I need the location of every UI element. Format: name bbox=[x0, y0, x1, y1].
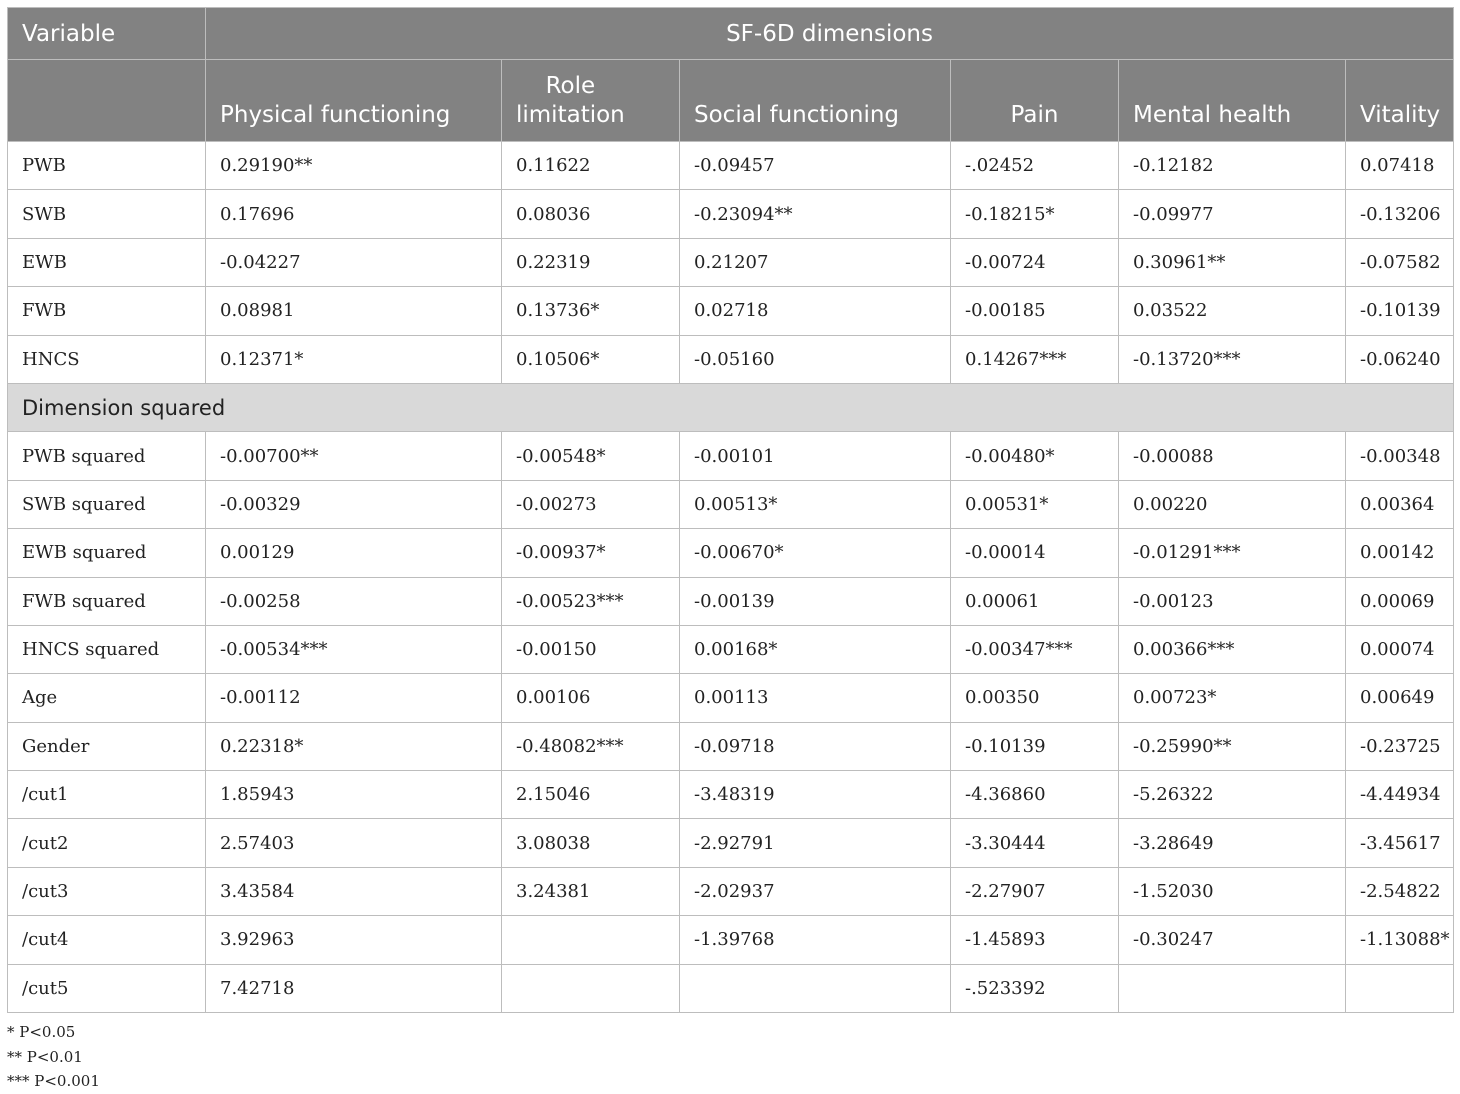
table-cell: -3.45617 bbox=[1346, 819, 1454, 867]
table-cell: 0.03522 bbox=[1119, 287, 1346, 335]
table-cell: -0.05160 bbox=[680, 335, 951, 383]
table-cell: -0.00258 bbox=[206, 577, 502, 625]
row-label: FWB bbox=[8, 287, 206, 335]
table-cell: 3.24381 bbox=[502, 867, 680, 915]
table-cell: -0.09977 bbox=[1119, 190, 1346, 238]
table-cell: -0.01291*** bbox=[1119, 529, 1346, 577]
table-cell: -0.00101 bbox=[680, 432, 951, 480]
table-cell: -0.30247 bbox=[1119, 916, 1346, 964]
table-cell: 0.00723* bbox=[1119, 674, 1346, 722]
table-cell: -1.45893 bbox=[951, 916, 1119, 964]
table-cell: -0.00548* bbox=[502, 432, 680, 480]
table-cell: -2.02937 bbox=[680, 867, 951, 915]
table-cell: 0.00074 bbox=[1346, 625, 1454, 673]
table-cell: -0.12182 bbox=[1119, 142, 1346, 190]
row-label: Gender bbox=[8, 722, 206, 770]
table-cell: -0.00480* bbox=[951, 432, 1119, 480]
table-cell: -0.00273 bbox=[502, 480, 680, 528]
sf6d-dimensions-header: SF-6D dimensions bbox=[206, 8, 1454, 60]
col-physical-functioning: Physical functioning bbox=[206, 60, 502, 142]
table-cell bbox=[680, 964, 951, 1012]
table-cell: 0.00142 bbox=[1346, 529, 1454, 577]
table-cell: 0.00531* bbox=[951, 480, 1119, 528]
table-cell: 0.00113 bbox=[680, 674, 951, 722]
table-cell: -5.26322 bbox=[1119, 771, 1346, 819]
table-cell: 0.08036 bbox=[502, 190, 680, 238]
table-cell: 0.30961** bbox=[1119, 238, 1346, 286]
table-cell: -0.00139 bbox=[680, 577, 951, 625]
table-cell: 1.85943 bbox=[206, 771, 502, 819]
results-table-wrapper bbox=[7, 7, 1454, 1013]
table-cell: 0.10506* bbox=[502, 335, 680, 383]
table-cell: 3.08038 bbox=[502, 819, 680, 867]
table-cell: 0.21207 bbox=[680, 238, 951, 286]
table-cell: 0.07418 bbox=[1346, 142, 1454, 190]
table-row bbox=[8, 722, 1454, 770]
table-row bbox=[8, 529, 1454, 577]
row-label: /cut3 bbox=[8, 867, 206, 915]
table-cell: 0.00106 bbox=[502, 674, 680, 722]
section-row bbox=[8, 383, 1454, 431]
table-cell: -0.25990** bbox=[1119, 722, 1346, 770]
table-cell: -0.00088 bbox=[1119, 432, 1346, 480]
table-cell: -0.00724 bbox=[951, 238, 1119, 286]
table-cell bbox=[1346, 964, 1454, 1012]
table-row bbox=[8, 480, 1454, 528]
table-cell: -0.00348 bbox=[1346, 432, 1454, 480]
section-label: Dimension squared bbox=[8, 383, 1454, 431]
table-cell: -0.00347*** bbox=[951, 625, 1119, 673]
row-label: PWB squared bbox=[8, 432, 206, 480]
table-row bbox=[8, 287, 1454, 335]
table-cell: 0.00350 bbox=[951, 674, 1119, 722]
row-label: PWB bbox=[8, 142, 206, 190]
row-label: /cut2 bbox=[8, 819, 206, 867]
table-cell: -0.00185 bbox=[951, 287, 1119, 335]
table-cell: -.02452 bbox=[951, 142, 1119, 190]
variable-header: Variable bbox=[8, 8, 206, 60]
table-row bbox=[8, 432, 1454, 480]
table-cell: 2.15046 bbox=[502, 771, 680, 819]
footnotes bbox=[7, 1020, 100, 1094]
table-cell bbox=[1119, 964, 1346, 1012]
table-cell: 0.12371* bbox=[206, 335, 502, 383]
table-cell: -0.00329 bbox=[206, 480, 502, 528]
table-body bbox=[8, 142, 1454, 1013]
table-cell: -2.27907 bbox=[951, 867, 1119, 915]
table-cell: -0.00014 bbox=[951, 529, 1119, 577]
row-label: EWB bbox=[8, 238, 206, 286]
table-cell: 0.11622 bbox=[502, 142, 680, 190]
row-label: /cut5 bbox=[8, 964, 206, 1012]
table-cell: -3.48319 bbox=[680, 771, 951, 819]
table-cell: -0.00123 bbox=[1119, 577, 1346, 625]
table-cell: -0.07582 bbox=[1346, 238, 1454, 286]
col-role-limitation bbox=[502, 60, 680, 142]
table-cell: -0.09718 bbox=[680, 722, 951, 770]
footnote: * P<0.05 bbox=[7, 1023, 76, 1041]
table-cell: -0.00150 bbox=[502, 625, 680, 673]
table-cell: -2.92791 bbox=[680, 819, 951, 867]
table-cell: -3.30444 bbox=[951, 819, 1119, 867]
table-cell: 0.00649 bbox=[1346, 674, 1454, 722]
table-row bbox=[8, 867, 1454, 915]
row-label: EWB squared bbox=[8, 529, 206, 577]
row-label: SWB squared bbox=[8, 480, 206, 528]
table-cell: 3.43584 bbox=[206, 867, 502, 915]
table-cell: -0.13206 bbox=[1346, 190, 1454, 238]
table-cell: -4.44934 bbox=[1346, 771, 1454, 819]
role-limitation-text: Role limitation bbox=[516, 73, 625, 128]
table-cell: 0.00129 bbox=[206, 529, 502, 577]
col-vitality: Vitality bbox=[1346, 60, 1454, 142]
table-cell: 0.22319 bbox=[502, 238, 680, 286]
table-cell: -1.52030 bbox=[1119, 867, 1346, 915]
table-cell: -0.48082*** bbox=[502, 722, 680, 770]
table-cell bbox=[502, 964, 680, 1012]
table-cell: -2.54822 bbox=[1346, 867, 1454, 915]
table-cell: 7.42718 bbox=[206, 964, 502, 1012]
table-cell: -3.28649 bbox=[1119, 819, 1346, 867]
table-cell: -0.00523*** bbox=[502, 577, 680, 625]
table-row bbox=[8, 335, 1454, 383]
table-header bbox=[8, 8, 1454, 142]
table-cell: -0.00937* bbox=[502, 529, 680, 577]
table-cell: 0.08981 bbox=[206, 287, 502, 335]
table-cell: -1.13088* bbox=[1346, 916, 1454, 964]
table-cell: -0.18215* bbox=[951, 190, 1119, 238]
footnote: ** P<0.01 bbox=[7, 1047, 83, 1066]
table-cell: -0.23094** bbox=[680, 190, 951, 238]
row-label: SWB bbox=[8, 190, 206, 238]
row-label: Age bbox=[8, 674, 206, 722]
table-cell: 0.00220 bbox=[1119, 480, 1346, 528]
row-label: HNCS bbox=[8, 335, 206, 383]
table-cell: -0.10139 bbox=[951, 722, 1119, 770]
table-cell: 0.22318* bbox=[206, 722, 502, 770]
table-cell: -.523392 bbox=[951, 964, 1119, 1012]
table-cell: -1.39768 bbox=[680, 916, 951, 964]
table-cell: -0.09457 bbox=[680, 142, 951, 190]
row-label: FWB squared bbox=[8, 577, 206, 625]
table-row bbox=[8, 964, 1454, 1012]
table-cell: 0.00069 bbox=[1346, 577, 1454, 625]
footnote: *** P<0.001 bbox=[7, 1072, 100, 1090]
table-row bbox=[8, 819, 1454, 867]
table-cell: 0.14267*** bbox=[951, 335, 1119, 383]
table-row bbox=[8, 674, 1454, 722]
table-cell: -0.06240 bbox=[1346, 335, 1454, 383]
table-cell: 3.92963 bbox=[206, 916, 502, 964]
table-row bbox=[8, 625, 1454, 673]
table-cell: -0.23725 bbox=[1346, 722, 1454, 770]
table-cell: -0.10139 bbox=[1346, 287, 1454, 335]
table-row bbox=[8, 142, 1454, 190]
table-cell: 0.00061 bbox=[951, 577, 1119, 625]
table-cell: -0.00700** bbox=[206, 432, 502, 480]
table-row bbox=[8, 577, 1454, 625]
variable-header-blank bbox=[8, 60, 206, 142]
table-cell: -0.00112 bbox=[206, 674, 502, 722]
table-cell: -4.36860 bbox=[951, 771, 1119, 819]
table-row bbox=[8, 238, 1454, 286]
table-cell: 0.00513* bbox=[680, 480, 951, 528]
table-cell: -0.04227 bbox=[206, 238, 502, 286]
table-cell: 0.29190** bbox=[206, 142, 502, 190]
table-cell: 0.17696 bbox=[206, 190, 502, 238]
table-cell: -0.13720*** bbox=[1119, 335, 1346, 383]
table-row bbox=[8, 771, 1454, 819]
row-label: /cut1 bbox=[8, 771, 206, 819]
col-social-functioning: Social functioning bbox=[680, 60, 951, 142]
table-cell: 0.02718 bbox=[680, 287, 951, 335]
row-label: HNCS squared bbox=[8, 625, 206, 673]
table-row bbox=[8, 190, 1454, 238]
table-cell: 2.57403 bbox=[206, 819, 502, 867]
col-mental-health: Mental health bbox=[1119, 60, 1346, 142]
table-cell: 0.13736* bbox=[502, 287, 680, 335]
row-label: /cut4 bbox=[8, 916, 206, 964]
table-cell: 0.00364 bbox=[1346, 480, 1454, 528]
table-cell: -0.00670* bbox=[680, 529, 951, 577]
table-cell bbox=[502, 916, 680, 964]
table-cell: -0.00534*** bbox=[206, 625, 502, 673]
col-pain: Pain bbox=[951, 60, 1119, 142]
results-table bbox=[7, 7, 1454, 1013]
table-cell: 0.00168* bbox=[680, 625, 951, 673]
table-row bbox=[8, 916, 1454, 964]
table-cell: 0.00366*** bbox=[1119, 625, 1346, 673]
